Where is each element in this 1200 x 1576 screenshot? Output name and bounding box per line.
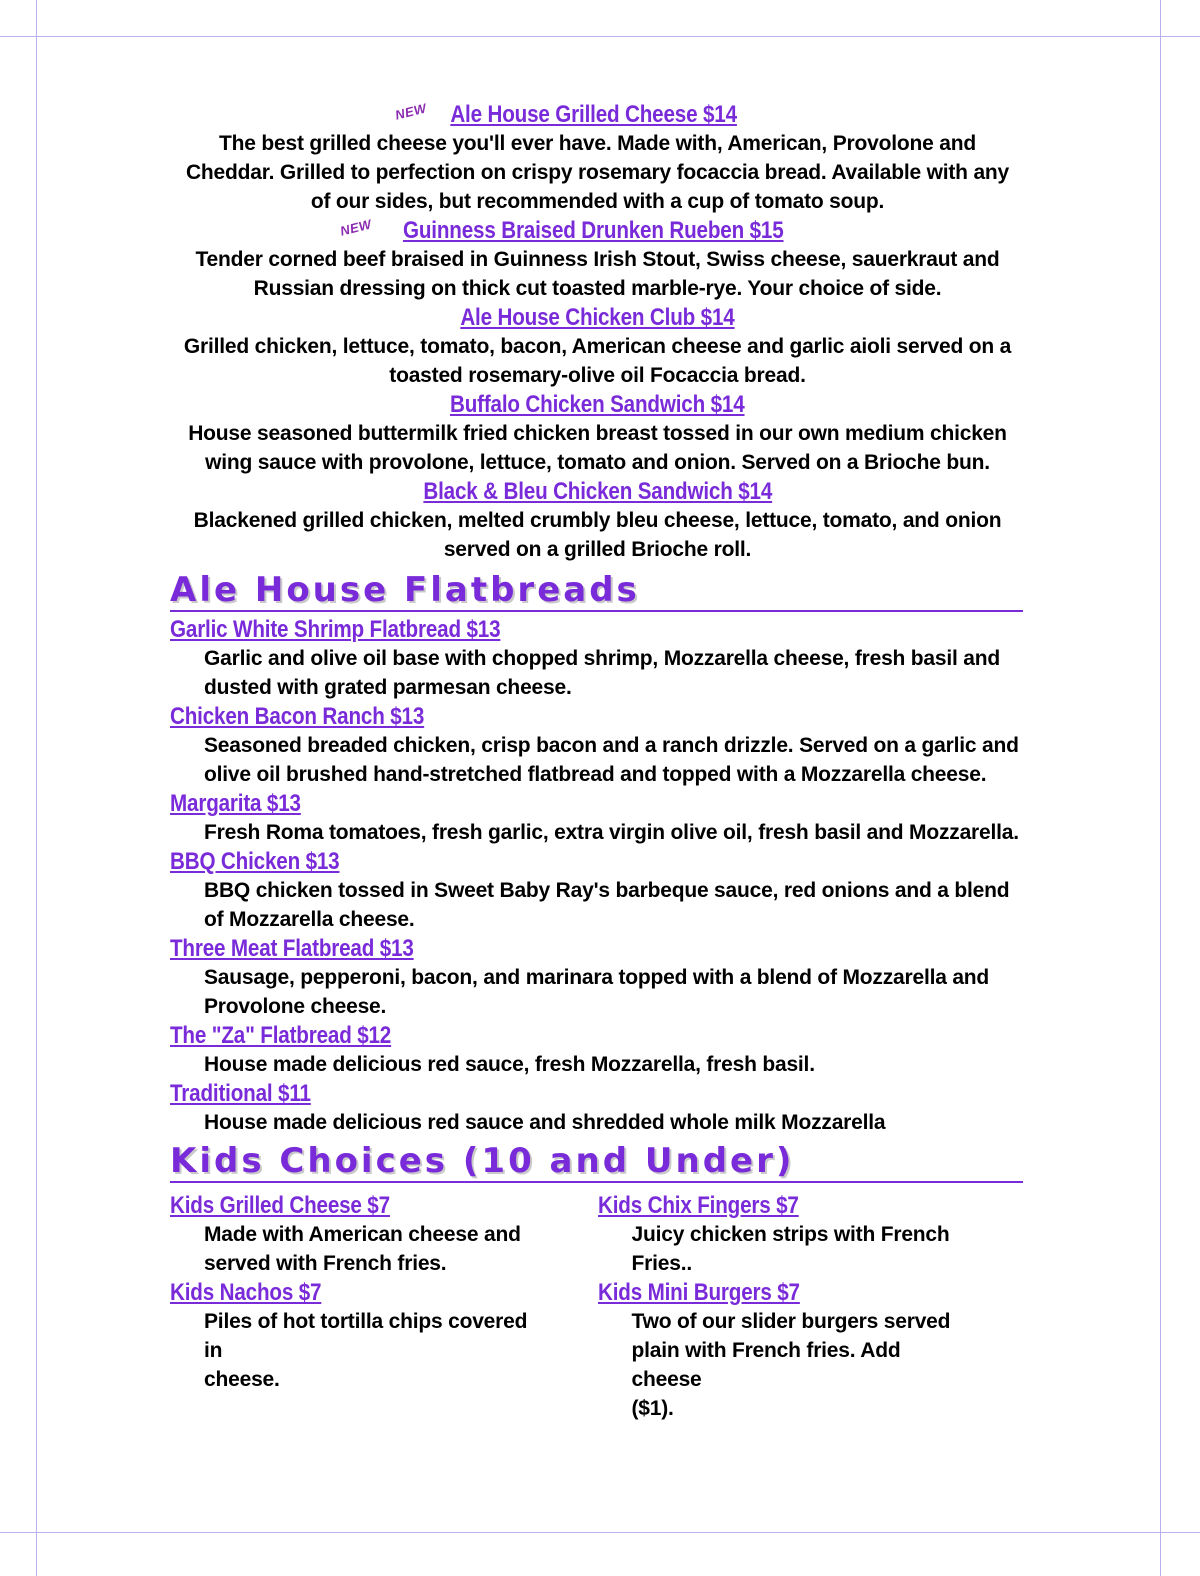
menu-item-description: Seasoned breaded chicken, crisp bacon and a ranch drizzle. Served on a garlic and (204, 734, 1019, 757)
bottom-margin-guide (0, 1532, 1200, 1533)
menu-item-description: House made delicious red sauce, fresh Mozzarella, fresh basil. (204, 1053, 815, 1076)
menu-item-description: Garlic and olive oil base with chopped shrimp, Mozzarella cheese, fresh basil and (204, 647, 1001, 670)
kids-column-left (170, 1191, 598, 1423)
menu-item-description: of our sides, but recommended with a cup of tomato soup. (310, 190, 885, 213)
menu-item (170, 216, 1025, 303)
menu-item-description: Provolone cheese. (204, 995, 387, 1018)
kids-columns (170, 1191, 1025, 1423)
menu-item-description: served with French fries. (204, 1252, 447, 1275)
menu-item-title-row (170, 477, 1025, 506)
right-margin-guide (1160, 0, 1161, 1576)
menu-item-description: BBQ chicken tossed in Sweet Baby Ray's barbeque sauce, red onions and a blend (204, 879, 1010, 902)
menu-item-description: Blackened grilled chicken, melted crumbly bleu cheese, lettuce, tomato, and onion (193, 509, 1002, 532)
kids-section (170, 1141, 1025, 1423)
menu-item (598, 1191, 1026, 1278)
section-divider (170, 610, 1023, 612)
section-divider (170, 1181, 1023, 1183)
flatbreads-section (170, 570, 1025, 1137)
menu-item-description: Juicy chicken strips with French (631, 1223, 950, 1246)
menu-page (170, 100, 1025, 1423)
menu-item-description: Piles of hot tortilla chips covered in (204, 1310, 528, 1362)
menu-item-title-row (170, 303, 1025, 332)
menu-item-description: Two of our slider burgers served (631, 1310, 951, 1333)
menu-item-description: House seasoned buttermilk fried chicken breast tossed in our own medium chicken (188, 422, 1007, 445)
menu-item-description: Tender corned beef braised in Guinness Irish Stout, Swiss cheese, sauerkraut and (195, 248, 1000, 271)
menu-item-description: The best grilled cheese you'll ever have. Made with, American, Provolone and (219, 132, 976, 155)
menu-item-description: Made with American cheese and (204, 1223, 521, 1246)
top-margin-guide (0, 36, 1200, 37)
menu-item-title: Kids Grilled Cheese $7 (170, 1192, 390, 1219)
menu-item (170, 847, 1025, 934)
menu-item-description: Sausage, pepperoni, bacon, and marinara topped with a blend of Mozzarella and (204, 966, 990, 989)
menu-item-description: Russian dressing on thick cut toasted marble-rye. Your choice of side. (253, 277, 942, 300)
section-heading-kids: Kids Choices (10 and Under) (170, 1141, 795, 1181)
menu-item-description: plain with French fries. Add cheese (631, 1339, 901, 1391)
menu-item-title: Chicken Bacon Ranch $13 (170, 703, 425, 730)
menu-item-description: dusted with grated parmesan cheese. (204, 676, 572, 699)
menu-item (598, 1278, 1026, 1423)
sandwich-section (170, 100, 1025, 564)
menu-item-title-row (170, 100, 1025, 129)
section-heading-flatbreads: Ale House Flatbreads (170, 570, 640, 610)
menu-item-description: Fresh Roma tomatoes, fresh garlic, extra virgin olive oil, fresh basil and Mozzarella. (204, 821, 1019, 844)
menu-item (170, 934, 1025, 1021)
menu-item (170, 390, 1025, 477)
menu-item-description: Grilled chicken, lettuce, tomato, bacon, American cheese and garlic aioli served on a (183, 335, 1012, 358)
menu-item-description: served on a grilled Brioche roll. (443, 538, 752, 561)
menu-item-description: Cheddar. Grilled to perfection on crispy rosemary focaccia bread. Available with any (185, 161, 1010, 184)
menu-item (170, 615, 1025, 702)
menu-item (170, 1079, 1025, 1137)
menu-item-description: cheese. (204, 1368, 280, 1391)
menu-item-title-row (170, 390, 1025, 419)
menu-item-title: The "Za" Flatbread $12 (170, 1022, 392, 1049)
menu-item (170, 1021, 1025, 1079)
menu-item (170, 303, 1025, 390)
left-margin-guide (36, 0, 37, 1576)
menu-item-description: toasted rosemary-olive oil Focaccia bread. (389, 364, 806, 387)
menu-item-description: ($1). (631, 1397, 674, 1420)
menu-item-description: Fries.. (631, 1252, 692, 1275)
menu-item-title: Kids Mini Burgers $7 (597, 1279, 800, 1306)
menu-item-title: Traditional $11 (170, 1080, 311, 1107)
menu-item-title: Ale House Chicken Club $14 (460, 304, 735, 331)
new-badge: NEW (338, 216, 374, 239)
menu-item-title: Kids Nachos $7 (170, 1279, 322, 1306)
kids-column-right (598, 1191, 1026, 1423)
menu-item-title: Guinness Braised Drunken Rueben $15 (403, 217, 784, 244)
menu-item (170, 702, 1025, 789)
menu-item-description: House made delicious red sauce and shredded whole milk Mozzarella (204, 1111, 886, 1134)
menu-item (170, 477, 1025, 564)
menu-item-title: Three Meat Flatbread $13 (170, 935, 414, 962)
menu-item-title: Kids Chix Fingers $7 (597, 1192, 799, 1219)
menu-item-title: Black & Bleu Chicken Sandwich $14 (423, 478, 772, 505)
menu-item-title-row (170, 216, 1025, 245)
flatbread-list (170, 615, 1025, 1137)
menu-item-title: Garlic White Shrimp Flatbread $13 (170, 616, 501, 643)
menu-item-description: of Mozzarella cheese. (204, 908, 415, 931)
menu-item (170, 789, 1025, 847)
menu-item (170, 100, 1025, 216)
menu-item-description: wing sauce with provolone, lettuce, tomato and onion. Served on a Brioche bun. (205, 451, 990, 474)
menu-item-title: Margarita $13 (170, 790, 301, 817)
new-badge: NEW (393, 100, 429, 123)
menu-item-title: BBQ Chicken $13 (170, 848, 340, 875)
menu-item (170, 1278, 598, 1394)
menu-item-title: Ale House Grilled Cheese $14 (450, 101, 737, 128)
menu-item (170, 1191, 598, 1278)
menu-item-title: Buffalo Chicken Sandwich $14 (450, 391, 745, 418)
menu-item-description: olive oil brushed hand-stretched flatbread and topped with a Mozzarella cheese. (204, 763, 987, 786)
